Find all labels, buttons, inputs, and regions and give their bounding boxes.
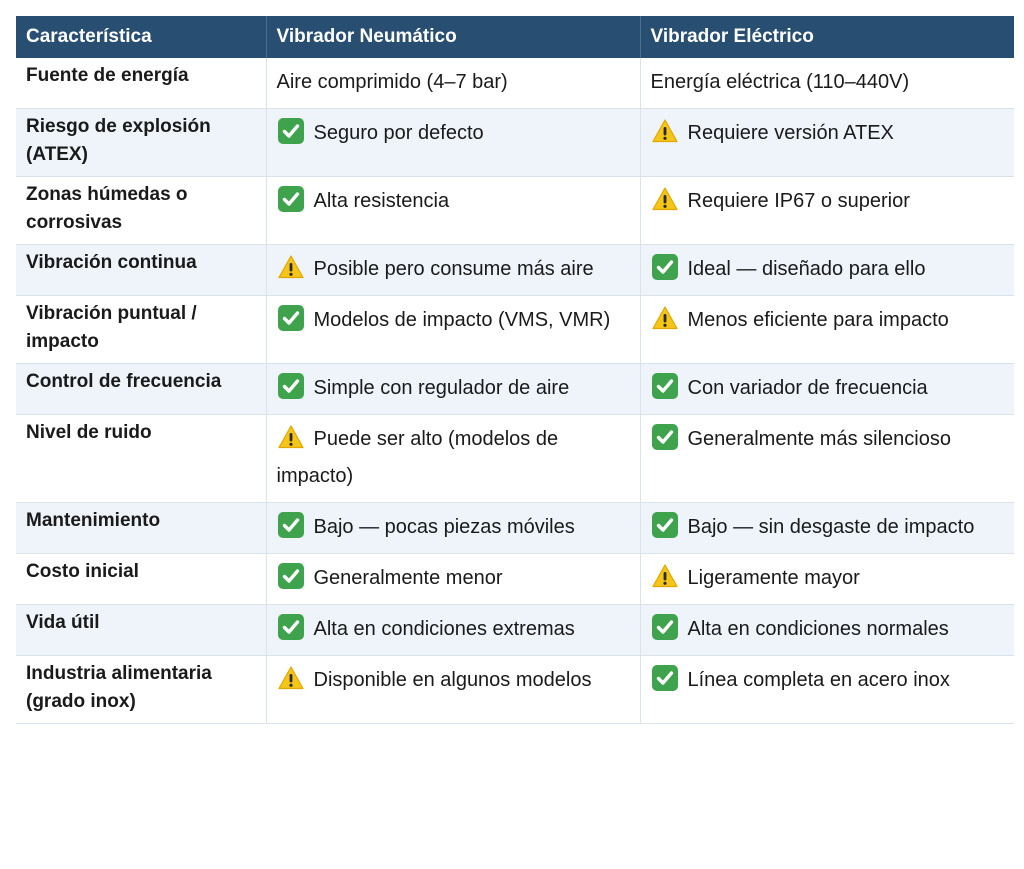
check-icon — [651, 511, 679, 539]
warning-icon — [277, 664, 305, 692]
check-icon — [277, 185, 305, 213]
pneumatic-cell — [266, 503, 640, 554]
check-icon — [651, 372, 679, 400]
electric-text: Generalmente más silencioso — [687, 428, 951, 450]
electric-cell — [640, 656, 1014, 724]
pneumatic-cell — [266, 177, 640, 245]
pneumatic-text: Puede ser alto (modelos de impacto) — [276, 428, 559, 487]
feature-cell: Vida útil — [16, 605, 266, 656]
pneumatic-text: Aire comprimido (4–7 bar) — [276, 71, 508, 93]
pneumatic-text: Posible pero consume más aire — [313, 258, 594, 280]
check-icon — [651, 253, 679, 281]
feature-cell: Costo inicial — [16, 554, 266, 605]
check-icon — [277, 372, 305, 400]
header-pneumatic: Vibrador Neumático — [266, 16, 640, 58]
electric-text: Línea completa en acero inox — [687, 669, 950, 691]
warning-icon — [651, 304, 679, 332]
electric-cell — [640, 296, 1014, 364]
table-header — [16, 16, 1014, 58]
warning-icon — [651, 185, 679, 213]
electric-text: Requiere IP67 o superior — [687, 190, 910, 212]
pneumatic-cell — [266, 296, 640, 364]
warning-icon — [277, 423, 305, 451]
pneumatic-cell — [266, 554, 640, 605]
warning-icon — [651, 117, 679, 145]
electric-cell — [640, 605, 1014, 656]
pneumatic-text: Modelos de impacto (VMS, VMR) — [313, 309, 611, 331]
electric-cell — [640, 364, 1014, 415]
electric-cell — [640, 109, 1014, 177]
pneumatic-text: Bajo — pocas piezas móviles — [313, 516, 575, 538]
electric-cell — [640, 177, 1014, 245]
pneumatic-text: Simple con regulador de aire — [313, 377, 570, 399]
check-icon — [651, 423, 679, 451]
table-row — [16, 245, 1014, 296]
check-icon — [277, 511, 305, 539]
pneumatic-cell — [266, 109, 640, 177]
comparison-table — [16, 16, 1014, 724]
check-icon — [277, 117, 305, 145]
table-row — [16, 177, 1014, 245]
electric-cell — [640, 58, 1014, 109]
warning-icon — [277, 253, 305, 281]
pneumatic-cell — [266, 58, 640, 109]
pneumatic-cell — [266, 364, 640, 415]
feature-cell: Control de frecuencia — [16, 364, 266, 415]
electric-text: Alta en condiciones normales — [687, 618, 949, 640]
check-icon — [277, 304, 305, 332]
pneumatic-cell — [266, 656, 640, 724]
table-row — [16, 109, 1014, 177]
comparison-table-container — [16, 16, 1014, 724]
electric-cell — [640, 415, 1014, 503]
feature-cell: Vibración puntual / impacto — [16, 296, 266, 364]
electric-text: Con variador de frecuencia — [687, 377, 928, 399]
electric-text: Energía eléctrica (110–440V) — [650, 71, 910, 93]
pneumatic-cell — [266, 605, 640, 656]
electric-text: Ligeramente mayor — [687, 567, 860, 589]
header-row — [16, 16, 1014, 58]
feature-cell: Zonas húmedas o corrosivas — [16, 177, 266, 245]
feature-cell: Fuente de energía — [16, 58, 266, 109]
check-icon — [651, 664, 679, 692]
electric-text: Menos eficiente para impacto — [687, 309, 949, 331]
electric-text: Bajo — sin desgaste de impacto — [687, 516, 975, 538]
table-row — [16, 656, 1014, 724]
table-row — [16, 415, 1014, 503]
pneumatic-text: Seguro por defecto — [313, 122, 484, 144]
warning-icon — [651, 562, 679, 590]
electric-text: Requiere versión ATEX — [687, 122, 894, 144]
table-row — [16, 503, 1014, 554]
table-row — [16, 58, 1014, 109]
electric-cell — [640, 503, 1014, 554]
feature-cell: Industria alimentaria (grado inox) — [16, 656, 266, 724]
check-icon — [277, 613, 305, 641]
table-body — [16, 58, 1014, 724]
table-row — [16, 605, 1014, 656]
feature-cell: Mantenimiento — [16, 503, 266, 554]
pneumatic-text: Alta resistencia — [313, 190, 450, 212]
feature-cell: Riesgo de explosión (ATEX) — [16, 109, 266, 177]
check-icon — [277, 562, 305, 590]
header-feature: Característica — [16, 16, 266, 58]
pneumatic-cell — [266, 245, 640, 296]
feature-cell: Nivel de ruido — [16, 415, 266, 503]
feature-cell: Vibración continua — [16, 245, 266, 296]
check-icon — [651, 613, 679, 641]
pneumatic-cell — [266, 415, 640, 503]
table-row — [16, 296, 1014, 364]
electric-text: Ideal — diseñado para ello — [687, 258, 926, 280]
pneumatic-text: Alta en condiciones extremas — [313, 618, 575, 640]
table-row — [16, 554, 1014, 605]
electric-cell — [640, 245, 1014, 296]
pneumatic-text: Generalmente menor — [313, 567, 503, 589]
pneumatic-text: Disponible en algunos modelos — [313, 669, 592, 691]
table-row — [16, 364, 1014, 415]
header-electric: Vibrador Eléctrico — [640, 16, 1014, 58]
electric-cell — [640, 554, 1014, 605]
